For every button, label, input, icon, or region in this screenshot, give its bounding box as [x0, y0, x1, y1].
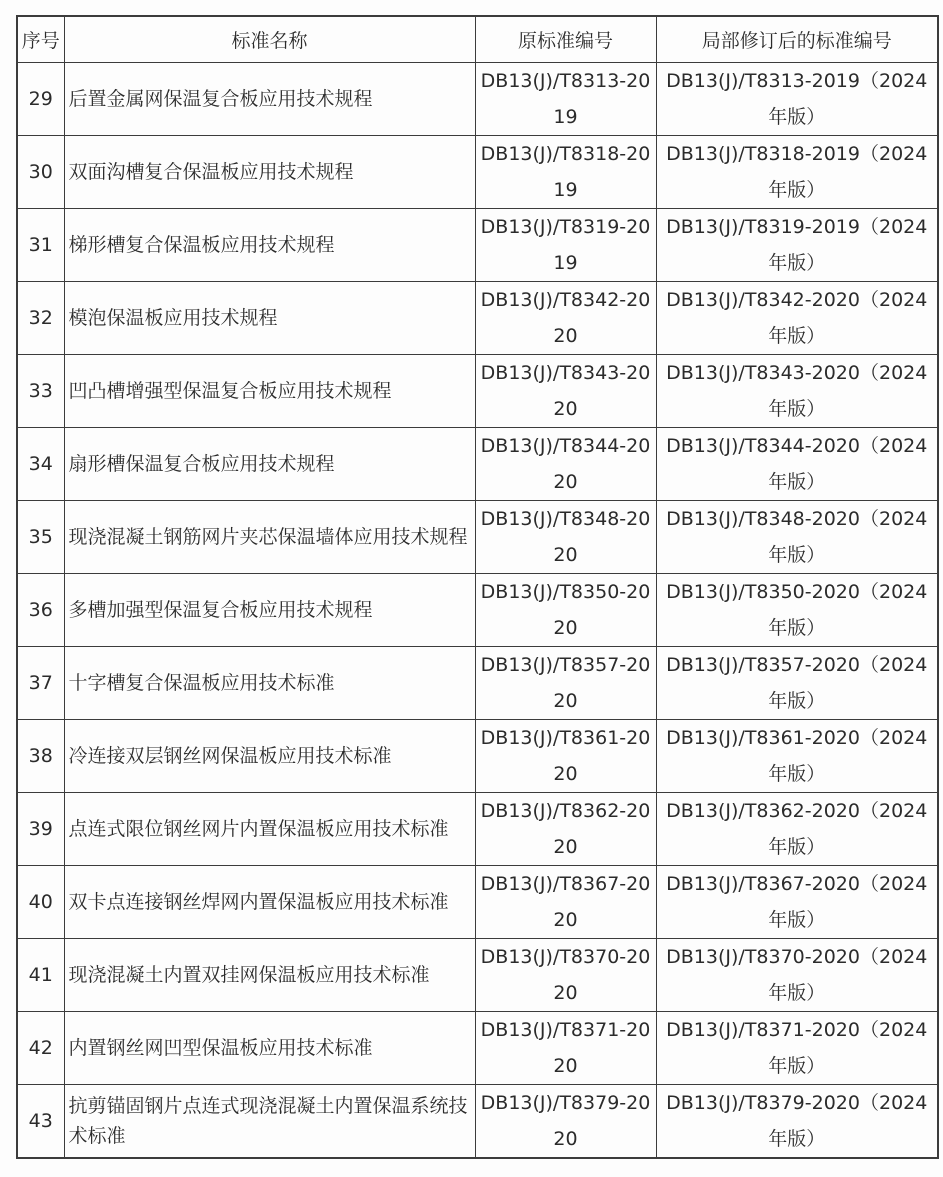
- revised-number-cell: DB13(J)/T8344-2020（2024 年版）: [656, 427, 938, 500]
- original-number-cell: DB13(J)/T8367-2020: [475, 865, 656, 938]
- original-number-cell: DB13(J)/T8318-2019: [475, 135, 656, 208]
- header-col-original-number: 原标准编号: [475, 16, 656, 62]
- revised-number-cell: DB13(J)/T8357-2020（2024 年版）: [656, 646, 938, 719]
- row-number-cell: 39: [17, 792, 64, 865]
- table-row: [17, 281, 938, 354]
- row-number-cell: 43: [17, 1084, 64, 1158]
- table-row: [17, 427, 938, 500]
- header-col-revised-number: 局部修订后的标准编号: [656, 16, 938, 62]
- row-number-cell: 30: [17, 135, 64, 208]
- standard-name-cell: 多槽加强型保温复合板应用技术规程: [64, 573, 475, 646]
- table-row: [17, 938, 938, 1011]
- revised-number-cell: DB13(J)/T8370-2020（2024 年版）: [656, 938, 938, 1011]
- table-header: [17, 16, 938, 62]
- original-number-cell: DB13(J)/T8344-2020: [475, 427, 656, 500]
- standard-name-cell: 扇形槽保温复合板应用技术规程: [64, 427, 475, 500]
- header-col-serial-number: 序号: [17, 16, 64, 62]
- revised-number-cell: DB13(J)/T8379-2020（2024 年版）: [656, 1084, 938, 1158]
- row-number-cell: 35: [17, 500, 64, 573]
- table-row: [17, 135, 938, 208]
- revised-number-cell: DB13(J)/T8361-2020（2024 年版）: [656, 719, 938, 792]
- original-number-cell: DB13(J)/T8361-2020: [475, 719, 656, 792]
- original-number-cell: DB13(J)/T8350-2020: [475, 573, 656, 646]
- standard-name-cell: 双卡点连接钢丝焊网内置保温板应用技术标准: [64, 865, 475, 938]
- row-number-cell: 38: [17, 719, 64, 792]
- revised-number-cell: DB13(J)/T8348-2020（2024 年版）: [656, 500, 938, 573]
- table-row: [17, 865, 938, 938]
- row-number-cell: 41: [17, 938, 64, 1011]
- standard-name-cell: 抗剪锚固钢片点连式现浇混凝土内置保温系统技术标准: [64, 1084, 475, 1158]
- original-number-cell: DB13(J)/T8342-2020: [475, 281, 656, 354]
- original-number-cell: DB13(J)/T8371-2020: [475, 1011, 656, 1084]
- original-number-cell: DB13(J)/T8313-2019: [475, 62, 656, 135]
- table-row: [17, 500, 938, 573]
- revised-number-cell: DB13(J)/T8350-2020（2024 年版）: [656, 573, 938, 646]
- row-number-cell: 36: [17, 573, 64, 646]
- standard-name-cell: 梯形槽复合保温板应用技术规程: [64, 208, 475, 281]
- standard-name-cell: 后置金属网保温复合板应用技术规程: [64, 62, 475, 135]
- table-row: [17, 573, 938, 646]
- table-row: [17, 354, 938, 427]
- table-row: [17, 719, 938, 792]
- original-number-cell: DB13(J)/T8343-2020: [475, 354, 656, 427]
- row-number-cell: 37: [17, 646, 64, 719]
- header-col-standard-name: 标准名称: [64, 16, 475, 62]
- standard-name-cell: 模泡保温板应用技术规程: [64, 281, 475, 354]
- original-number-cell: DB13(J)/T8357-2020: [475, 646, 656, 719]
- standard-name-cell: 冷连接双层钢丝网保温板应用技术标准: [64, 719, 475, 792]
- original-number-cell: DB13(J)/T8362-2020: [475, 792, 656, 865]
- standard-name-cell: 点连式限位钢丝网片内置保温板应用技术标准: [64, 792, 475, 865]
- revised-number-cell: DB13(J)/T8313-2019（2024 年版）: [656, 62, 938, 135]
- header-row: [17, 16, 938, 62]
- standard-name-cell: 内置钢丝网凹型保温板应用技术标准: [64, 1011, 475, 1084]
- row-number-cell: 29: [17, 62, 64, 135]
- table-row: [17, 646, 938, 719]
- standard-name-cell: 十字槽复合保温板应用技术标准: [64, 646, 475, 719]
- standards-revision-table: [16, 15, 939, 1159]
- original-number-cell: DB13(J)/T8319-2019: [475, 208, 656, 281]
- standard-name-cell: 双面沟槽复合保温板应用技术规程: [64, 135, 475, 208]
- original-number-cell: DB13(J)/T8379-2020: [475, 1084, 656, 1158]
- table-body: [17, 62, 938, 1158]
- row-number-cell: 31: [17, 208, 64, 281]
- table-row: [17, 62, 938, 135]
- table-row: [17, 792, 938, 865]
- revised-number-cell: DB13(J)/T8371-2020（2024 年版）: [656, 1011, 938, 1084]
- row-number-cell: 42: [17, 1011, 64, 1084]
- table-row: [17, 1084, 938, 1158]
- row-number-cell: 34: [17, 427, 64, 500]
- row-number-cell: 32: [17, 281, 64, 354]
- standard-name-cell: 现浇混凝土钢筋网片夹芯保温墙体应用技术规程: [64, 500, 475, 573]
- revised-number-cell: DB13(J)/T8319-2019（2024 年版）: [656, 208, 938, 281]
- revised-number-cell: DB13(J)/T8343-2020（2024 年版）: [656, 354, 938, 427]
- original-number-cell: DB13(J)/T8348-2020: [475, 500, 656, 573]
- standard-name-cell: 现浇混凝土内置双挂网保温板应用技术标准: [64, 938, 475, 1011]
- table-row: [17, 208, 938, 281]
- standard-name-cell: 凹凸槽增强型保温复合板应用技术规程: [64, 354, 475, 427]
- row-number-cell: 40: [17, 865, 64, 938]
- revised-number-cell: DB13(J)/T8318-2019（2024 年版）: [656, 135, 938, 208]
- revised-number-cell: DB13(J)/T8367-2020（2024 年版）: [656, 865, 938, 938]
- revised-number-cell: DB13(J)/T8362-2020（2024 年版）: [656, 792, 938, 865]
- row-number-cell: 33: [17, 354, 64, 427]
- revised-number-cell: DB13(J)/T8342-2020（2024 年版）: [656, 281, 938, 354]
- table-row: [17, 1011, 938, 1084]
- original-number-cell: DB13(J)/T8370-2020: [475, 938, 656, 1011]
